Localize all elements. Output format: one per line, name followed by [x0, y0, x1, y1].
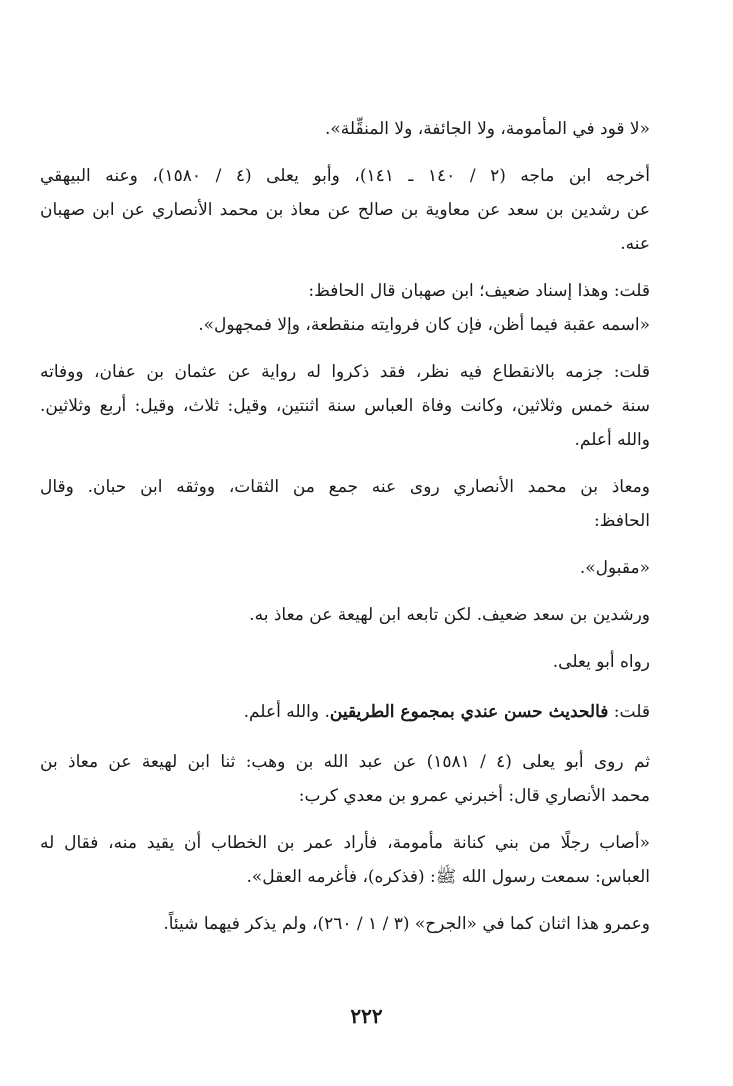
text-line: الحافظ: [593, 511, 650, 531]
text-line: «أصاب رجلًا من بني كنانة مأمومة، فأراد عمر بن الخطاب أن يقيد منه، فقال له [40, 833, 650, 853]
text-line: عن رشدين بن سعد عن معاوية بن صالح عن معاذ بن محمد الأنصاري عن ابن صهبان [40, 200, 650, 220]
text-line: ثم روى أبو يعلى (٤ / ١٥٨١) عن عبد الله بن وهب: ثنا ابن لهيعة عن معاذ بن [40, 752, 650, 772]
text-line: سنة خمس وثلاثين، وكانت وفاة العباس سنة اثنتين، وقيل: ثلاث، وقيل: أربع وثلاثين. [40, 396, 650, 416]
text-line: والله أعلم. [574, 430, 650, 450]
text-line: ومعاذ بن محمد الأنصاري روى عنه جمع من الثقات، ووثقه ابن حبان. وقال [40, 477, 650, 497]
text-line: وعمرو هذا اثنان كما في «الجرح» (٣ / ١ / ٢٦٠)، ولم يذكر فيهما شيئاً. [163, 914, 650, 934]
text-line: العباس: سمعت رسول الله ﷺ: (فذكره)، فأغرمه العقل». [246, 867, 650, 887]
text-line: ورشدين بن سعد ضعيف. لكن تابعه ابن لهيعة عن معاذ به. [249, 605, 650, 625]
text-line: «لا قود في المأمومة، ولا الجائفة، ولا المنقِّلة». [324, 119, 650, 139]
text-line: قلت: جزمه بالانقطاع فيه نظر، فقد ذكروا له رواية عن عثمان بن عفان، ووفاته [40, 362, 650, 382]
text-line: «اسمه عقبة فيما أظن، فإن كان فروايته منقطعة، وإلا فمجهول». [198, 315, 650, 335]
conclusion-tail: . والله أعلم. [243, 702, 330, 722]
text-line: محمد الأنصاري قال: أخبرني عمرو بن معدي كرب: [298, 786, 650, 806]
text-line: «مقبول». [579, 558, 650, 578]
conclusion-bold: فالحديث حسن عندي بمجموع الطريقين [329, 702, 609, 722]
text-line: عنه. [620, 234, 650, 254]
conclusion-line [40, 695, 650, 729]
page-text [40, 112, 650, 941]
conclusion-label: قلت: [608, 702, 650, 722]
text-line: أخرجه ابن ماجه (٢ / ١٤٠ ـ ١٤١)، وأبو يعلى (٤ / ١٥٨٠)، وعنه البيهقي [40, 166, 650, 186]
page-number: ٢٢٢ [350, 1004, 383, 1028]
text-line: قلت: وهذا إسناد ضعيف؛ ابن صهبان قال الحافظ: [308, 281, 650, 301]
text-line: رواه أبو يعلى. [552, 652, 650, 672]
